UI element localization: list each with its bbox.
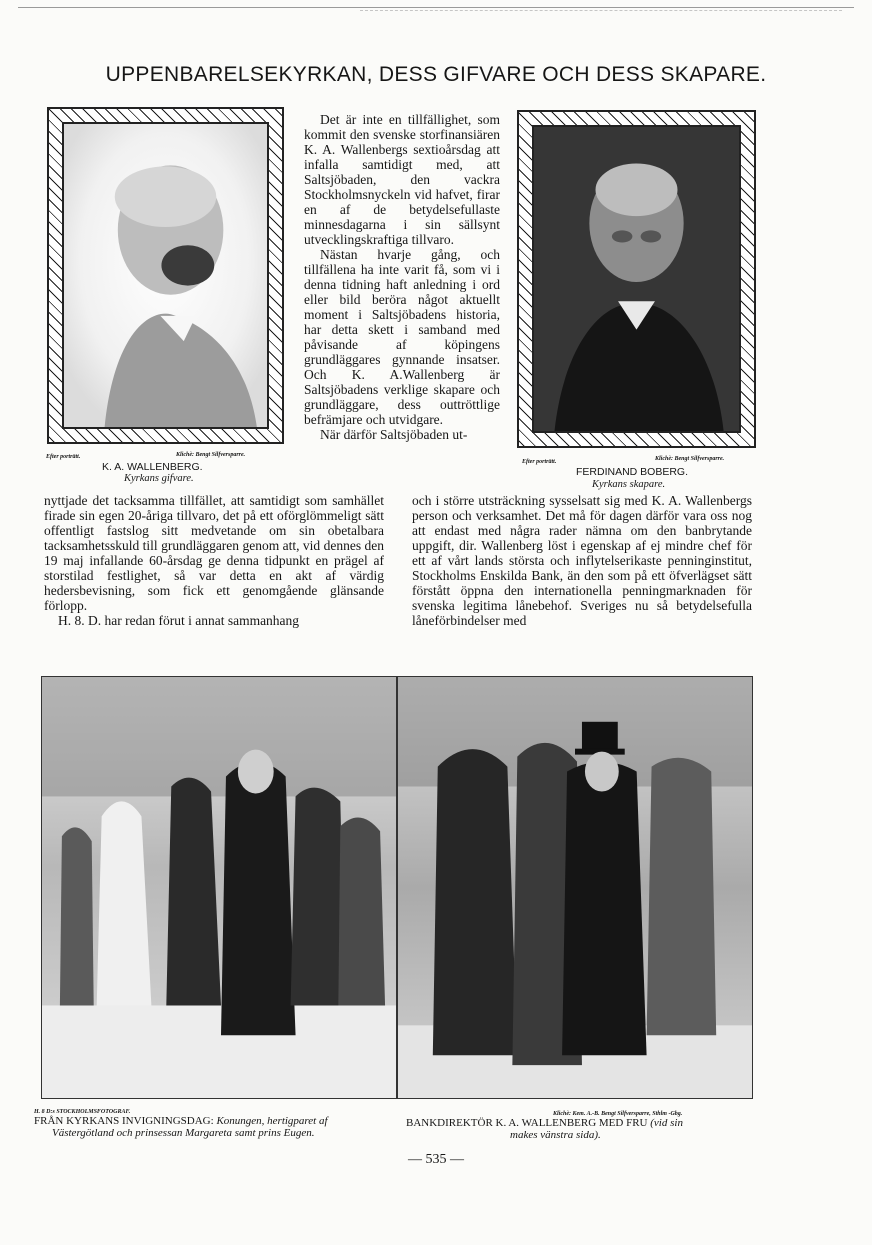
right-photo-caption-line2: makes vänstra sida). (510, 1129, 601, 1141)
portrait-wallenberg (62, 122, 269, 429)
right-portrait-credit: Klichè: Bengt Silfversparre. (655, 456, 725, 462)
photo-wallenberg-couple (397, 676, 753, 1099)
left-portrait-role: Kyrkans gifvare. (124, 473, 194, 484)
photo-consecration-day (41, 676, 397, 1099)
article-paragraph: När därför Saltsjöbaden ut- (320, 427, 468, 442)
top-rule (18, 7, 854, 8)
left-photo-caption-line2: Västergötland och prinsessan Margareta samt prins Eugen. (52, 1127, 315, 1139)
page-title: UPPENBARELSEKYRKAN, DESS GIFVARE OCH DESS SKAPARE. (105, 63, 767, 86)
article-paragraph: Det är inte en tillfällighet, som kommit den svenske storfinansiären K. A. Wallenbergs sextioårsdag att infalla samtidigt med, att Saltsjöbaden, den vackra Stockholmsnyckeln vid hafvet, firar en af de betydelsefullaste minnesdagarna i sin sällsynt utvecklingskraftiga tillvaro. (304, 112, 500, 247)
left-photo-caption (34, 1115, 328, 1127)
left-portrait-name: K. A. WALLENBERG. (102, 461, 203, 473)
right-portrait-role: Kyrkans skapare. (592, 479, 666, 490)
right-portrait-name: FERDINAND BOBERG. (576, 466, 689, 478)
left-portrait-credit: Klichè: Bengt Silfversparre. (176, 452, 246, 458)
top-rule-dashed (360, 10, 842, 11)
portrait-frame-left (47, 107, 284, 444)
article-intro-column (304, 112, 500, 442)
article-paragraph: Nästan hvarje gång, och tillfällena ha inte varit få, som vi i denna tidning haft anledning i ord eller bild beröra något aktuellt moment i Saltsjöbadens historia, har detta skett i samband med påvisande af köpingens grundläggares gynnande insatser. Och K. A.Wallenberg är Saltsjöbadens verklige skapare och grundläggare, dess outtröttlige befrämjare och utvidgare. (304, 247, 500, 427)
portrait-boberg (532, 125, 741, 433)
article-paragraph: nyttjade det tacksamma tillfället, att samtidigt som samhället firade sin egen 20-åriga tillvaro, det på ett oförglömmeligt sätt offentligt fastslog sitt medvetande om sin obetalbara tacksamhetsskuld till grundläggaren genom att, vid dennes den 19 maj infallande 60-årsdag ge denna tidpunkt en prägel af storstilad festlighet, så var detta en akt af värdig hedersbevisning, som fick ett genomgående glänsande förlopp. (44, 493, 384, 613)
right-photo-caption-lead: BANKDIREKTÖR K. A. WALLENBERG MED FRU (406, 1117, 648, 1129)
page-number: — 535 — (408, 1152, 464, 1167)
article-paragraph: H. 8. D. har redan förut i annat sammanhang (58, 613, 300, 628)
article-left-column (44, 493, 384, 628)
portrait-frame-right (517, 110, 756, 448)
article-paragraph: och i större utsträckning sysselsatt sig med K. A. Wallenbergs person och verksamhet. Det må för dagen därför vara oss nog att endast med några rader nämna om den banbrytande uppgift, dir. Wallenberg löst i egenskap af ej mindre chef för ett af vårt lands största och inflytelserikaste penninginstitut, Stockholms Enskilda Bank, än den som på ett öfverlägset sätt förstått öppna den internationella penningmarknaden för svenska legitima lånebehof. Sveriges nu så betydelsefulla låneförbindelser med (412, 493, 752, 628)
right-photo-caption-italic: (vid sin (650, 1117, 683, 1129)
right-portrait-source: Efter porträtt. (522, 459, 557, 465)
left-photo-credit: H. 8 D:s STOCKHOLMSFOTOGRAF. (34, 1109, 131, 1115)
article-right-column (412, 493, 752, 628)
right-photo-credit: Klichè: Kem. A.-B. Bengt Silfversparre, Sthlm -Gbg. (553, 1111, 683, 1117)
left-photo-caption-italic: Konungen, hertigparet af (216, 1115, 328, 1127)
left-photo-caption-lead: FRÅN KYRKANS INVIGNINGSDAG: (34, 1115, 214, 1127)
right-photo-caption (406, 1117, 683, 1129)
left-portrait-source: Efter porträtt. (46, 454, 81, 460)
